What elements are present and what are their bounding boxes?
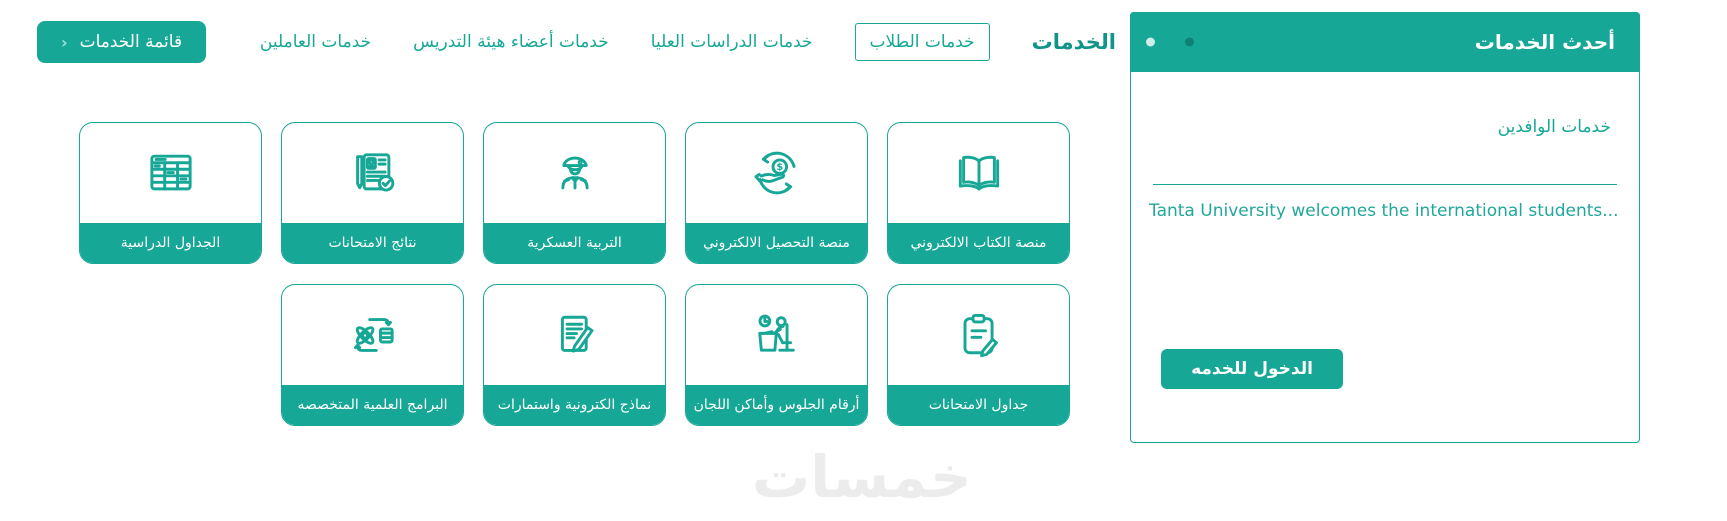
service-card-study-timetables[interactable]: [79, 122, 262, 264]
tab-faculty-services[interactable]: خدمات أعضاء هيئة التدريس: [413, 32, 609, 52]
service-card-label: جداول الامتحانات: [888, 385, 1069, 425]
soldier-icon: [484, 123, 665, 223]
open-book-icon: [888, 123, 1069, 223]
carousel-dots: [1146, 38, 1194, 47]
service-card-label: الجداول الدراسية: [80, 223, 261, 263]
service-card-label: منصة التحصيل الالكتروني: [686, 223, 867, 263]
exam-results-icon: [282, 123, 463, 223]
latest-services-header: [1130, 12, 1640, 72]
service-card-label: نتائج الامتحانات: [282, 223, 463, 263]
services-grid: [78, 122, 1070, 426]
services-nav: [37, 20, 1116, 64]
service-card-ebook-platform[interactable]: [887, 122, 1070, 264]
latest-services-title: أحدث الخدمات: [1474, 30, 1615, 54]
exam-seat-icon: [686, 285, 867, 385]
page-title: الخدمات: [1031, 30, 1116, 54]
tab-student-services[interactable]: خدمات الطلاب: [855, 23, 990, 61]
service-card-exam-results[interactable]: [281, 122, 464, 264]
service-card-military-education[interactable]: [483, 122, 666, 264]
service-card-label: منصة الكتاب الالكتروني: [888, 223, 1069, 263]
service-card-label: التربية العسكرية: [484, 223, 665, 263]
service-card-electronic-forms[interactable]: [483, 284, 666, 426]
service-card-exam-schedules[interactable]: [887, 284, 1070, 426]
service-card-label: نماذج الكترونية واستمارات: [484, 385, 665, 425]
divider: [1153, 184, 1617, 185]
carousel-dot-active[interactable]: [1146, 38, 1155, 47]
carousel-dot[interactable]: [1185, 38, 1194, 47]
timetable-icon: [80, 123, 261, 223]
latest-service-description: Tanta University welcomes the international students...: [1149, 201, 1619, 221]
svg-text:$: $: [775, 162, 783, 174]
chevron-left-icon: ‹: [61, 32, 68, 52]
service-card-specialized-programs[interactable]: [281, 284, 464, 426]
service-card-seat-numbers[interactable]: [685, 284, 868, 426]
watermark: خمسات: [752, 443, 972, 511]
hand-coin-icon: [686, 123, 867, 223]
latest-service-link[interactable]: خدمات الوافدين: [1497, 117, 1611, 137]
service-card-label: البرامج العلمية المتخصصه: [282, 385, 463, 425]
services-list-button-label: قائمة الخدمات: [79, 32, 183, 52]
tab-staff-services[interactable]: خدمات العاملين: [259, 32, 372, 52]
service-card-label: أرقام الجلوس وأماكن اللجان: [686, 385, 867, 425]
latest-services-panel: [1130, 12, 1640, 443]
form-pencil-icon: [484, 285, 665, 385]
clipboard-pencil-icon: [888, 285, 1069, 385]
service-card-epayment-platform[interactable]: [685, 122, 868, 264]
tab-postgraduate-services[interactable]: خدمات الدراسات العليا: [650, 32, 813, 52]
enter-service-button[interactable]: الدخول للخدمه: [1161, 349, 1343, 389]
services-list-button[interactable]: [37, 21, 206, 63]
science-programs-icon: [282, 285, 463, 385]
